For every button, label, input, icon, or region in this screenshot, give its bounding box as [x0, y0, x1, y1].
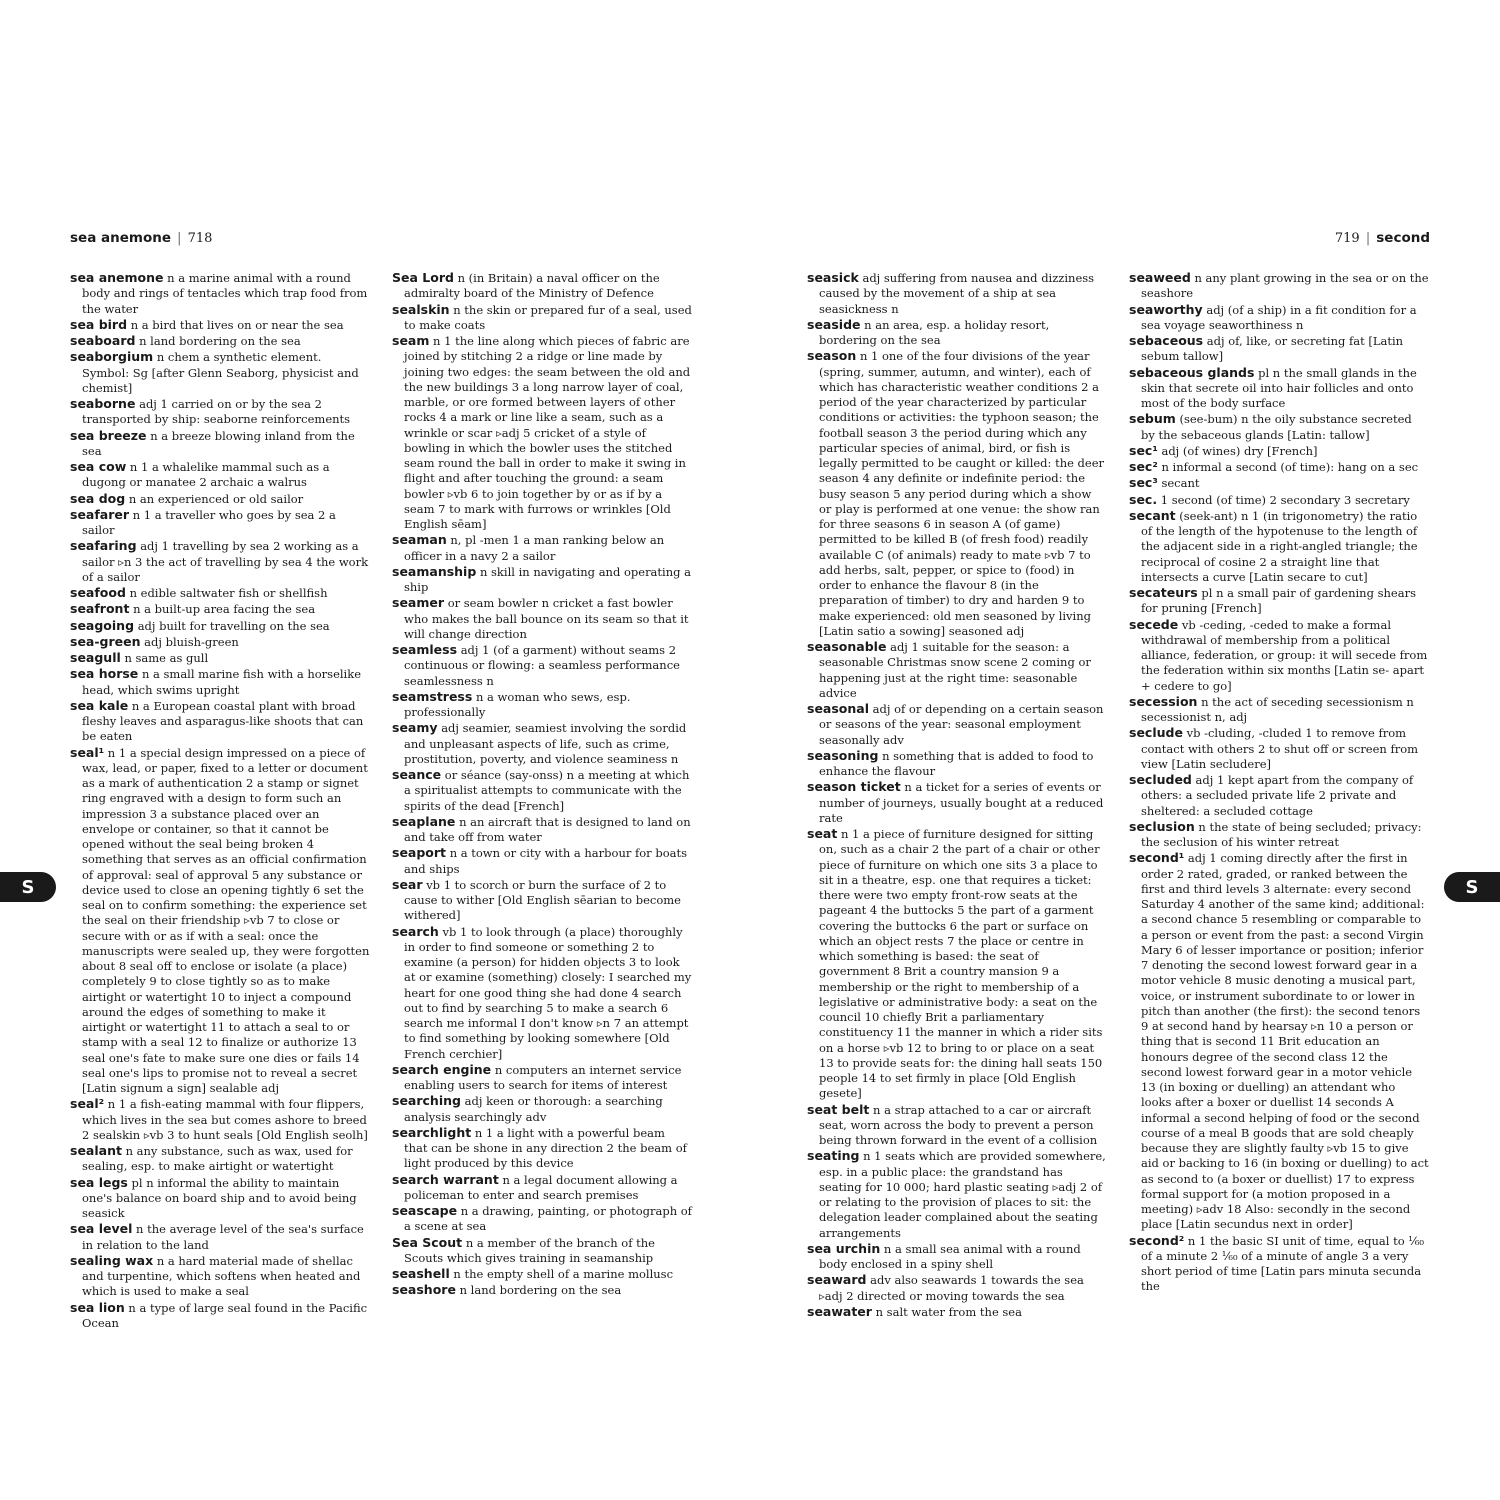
headword: sea bird [70, 316, 128, 332]
dictionary-entry [392, 689, 692, 721]
dictionary-entry [70, 585, 370, 601]
definition: adj (of a ship) in a fit condition for a sea voyage seaworthiness n [1141, 302, 1417, 332]
headword: seance [392, 767, 442, 782]
headword: sebaceous [1129, 333, 1204, 348]
definition: n a ticket for a series of events or number of journeys, usually bought at a reduced rate [819, 780, 1104, 825]
headword: search warrant [392, 1171, 499, 1187]
dictionary-entry [807, 826, 1107, 1102]
definition: n a small sea animal with a round body enclosed in a spiny shell [819, 1241, 1081, 1271]
definition: or seam bowler n cricket a fast bowler who makes the ball bounce on its seam so that it will change direction [404, 596, 689, 641]
headword: seafaring [70, 538, 137, 554]
dictionary-entry [807, 270, 1107, 317]
headword: seafarer [70, 506, 130, 522]
definition: adj bluish-green [144, 634, 239, 649]
dictionary-entry [1129, 819, 1429, 851]
definition: n an area, esp. a holiday resort, bordering on the sea [819, 317, 1050, 347]
dictionary-entry [70, 317, 370, 333]
headword: seaboard [70, 333, 136, 348]
column-4 [1129, 270, 1429, 1294]
definition: n a town or city with a harbour for boats and ships [404, 846, 687, 876]
definition: n a hard material made of shellac and turpentine, which softens when heated and which is used to make a seal [82, 1253, 361, 1299]
headword: seaworthy [1129, 301, 1203, 317]
definition: n a built-up area facing the sea [133, 602, 316, 617]
definition: or séance (say-onss) n a meeting at which a spiritualist attempts to communicate with the spirits of the dead [French] [404, 768, 690, 813]
definition: n 1 a light with a powerful beam that can be shone in any direction 2 the beam of light produced by this device [404, 1125, 687, 1171]
dictionary-entry [392, 532, 692, 564]
headword: seafront [70, 601, 130, 617]
definition: adj 1 travelling by sea 2 working as a sailor ▹n 3 the act of travelling by sea 4 the work of a sailor [82, 539, 369, 584]
definition: adj 1 (of a garment) without seams 2 continuous or flowing: a seamless performance seamlessness n [404, 643, 680, 688]
page-number-right: 719 [1334, 231, 1360, 246]
dictionary-entry [70, 459, 370, 491]
headword: seaside [807, 316, 861, 332]
headword: secant [1129, 507, 1176, 523]
dictionary-entry [392, 1172, 692, 1204]
definition: n land bordering on the sea [459, 1283, 622, 1298]
definition: pl n the small glands in the skin that secrete oil into hair follicles and onto most of the body surface [1141, 365, 1417, 410]
headword: seclude [1129, 725, 1183, 741]
dictionary-entry [70, 634, 370, 650]
headword: seclusion [1129, 818, 1195, 834]
definition: adj of, like, or secreting fat [Latin sebum tallow] [1141, 334, 1404, 364]
definition: vb -cluding, -cluded 1 to remove from contact with others 2 to shut off or screen from view [Latin secludere] [1141, 726, 1419, 771]
dictionary-entry [392, 814, 692, 846]
headword: second² [1129, 1232, 1185, 1248]
headword: seaport [392, 845, 447, 861]
dictionary-entry [1129, 1233, 1429, 1295]
definition: n an experienced or old sailor [128, 491, 304, 506]
dictionary-entry [807, 1148, 1107, 1241]
dictionary-entry [1129, 772, 1429, 819]
headword: seating [807, 1148, 860, 1164]
headword: seaman [392, 532, 447, 548]
definition: n 1 seats which are provided somewhere, esp. in a public place: the grandstand has seating for 10 000; hard plastic seating ▹adj 2 of or relating to the provision of places to sit: the delegation leader complained about the seating arrangements [819, 1149, 1106, 1240]
definition: n a legal document allowing a policeman to enter and search premises [404, 1172, 678, 1202]
dictionary-entry [392, 924, 692, 1062]
headword: seasick [807, 270, 859, 285]
definition: n any plant growing in the sea or on the seashore [1141, 271, 1429, 301]
dictionary-entry [1129, 333, 1429, 365]
definition: adv also seawards 1 towards the sea ▹adj 2 directed or moving towards the sea [819, 1273, 1084, 1303]
definition: (see-bum) n the oily substance secreted by the sebaceous glands [Latin: tallow] [1141, 412, 1412, 442]
headword: seasonal [807, 701, 869, 716]
headword: searching [392, 1093, 461, 1109]
headword: seamer [392, 595, 445, 611]
dictionary-entry [392, 333, 692, 532]
headword: seashore [392, 1282, 456, 1298]
dictionary-entry [807, 1272, 1107, 1304]
definition: n same as gull [124, 651, 209, 665]
dictionary-entry [1129, 365, 1429, 412]
definition: n salt water from the sea [875, 1304, 1022, 1319]
definition: adj seamier, seamiest involving the sordid and unpleasant aspects of life, such as crime, prostitution, poverty, and violence seaminess n [404, 721, 687, 766]
dictionary-entry [392, 1203, 692, 1235]
definition: n chem a synthetic element. Symbol: Sg [after Glenn Seaborg, physicist and chemist] [82, 350, 359, 395]
definition: pl n a small pair of gardening shears for pruning [French] [1141, 586, 1416, 616]
headword: search [392, 923, 439, 939]
definition: n informal a second (of time): hang on a sec [1161, 460, 1419, 474]
headword: Sea Scout [392, 1234, 463, 1250]
headword: second¹ [1129, 850, 1185, 866]
dictionary-entry [70, 650, 370, 666]
headword: seascape [392, 1203, 458, 1218]
definition: n the act of seceding secessionism n secessionist n, adj [1141, 694, 1414, 724]
dictionary-entry [392, 845, 692, 877]
definition: n the average level of the sea's surface in relation to the land [82, 1222, 364, 1252]
headword: seamanship [392, 563, 477, 579]
dictionary-entry [70, 601, 370, 617]
headword: sec² [1129, 459, 1158, 474]
headword: seashell [392, 1266, 450, 1281]
definition: n 1 a traveller who goes by sea 2 a sailor [82, 507, 336, 537]
dictionary-entry [1129, 475, 1429, 491]
dictionary-entry [392, 1062, 692, 1094]
dictionary-entry [807, 348, 1107, 639]
header-left: sea anemone | 718 [70, 230, 213, 246]
headword: seamy [392, 720, 438, 736]
headword: search engine [392, 1061, 492, 1077]
column-3 [807, 270, 1107, 1319]
dictionary-entry [392, 1093, 692, 1125]
definition: n edible saltwater fish or shellfish [129, 586, 328, 600]
headword: seamstress [392, 688, 473, 704]
definition: n a breeze blowing inland from the sea [82, 428, 355, 458]
definition: n a marine animal with a round body and rings of tentacles which trap food from the water [82, 271, 368, 316]
column-1 [70, 270, 370, 1330]
headword: season [807, 348, 857, 364]
headword: seaweed [1129, 270, 1191, 285]
dictionary-entry [392, 767, 692, 814]
headword: sea urchin [807, 1240, 881, 1256]
dictionary-entry [1129, 508, 1429, 585]
headword: sec¹ [1129, 442, 1158, 458]
dictionary-entry [807, 748, 1107, 780]
headword: secluded [1129, 772, 1192, 787]
headword: seasoning [807, 747, 879, 763]
headword: season ticket [807, 779, 901, 795]
definition: n 1 a fish-eating mammal with four flippers, which lives in the sea but comes ashore to breed 2 sealskin ▹vb 3 to hunt seals [Old English seolh] [82, 1097, 368, 1142]
headword: sealskin [392, 301, 450, 317]
definition: n 1 a special design impressed on a piece of wax, lead, or paper, fixed to a letter or document as a mark of authentication 2 a stamp or signet ring engraved with a design to form such an impression 3 a substance placed over an envelope or container, so that it cannot be opened without the seal being broken 4 something that serves as an official confirmation of approval: seal of approval 5 any substance or device used to close an opening tightly 6 set the seal on to confirm something: the experience set the seal on their friendship ▹vb 7 to close or secure with or as if with a seal: once the manuscripts were sealed up, they were forgotten about 8 seal off to enclose or isolate (a place) completely 9 to close tightly so as to make airtight or watertight 10 to inject a compound around the edges of something to make it airtight or watertight 11 to attach a seal to or stamp with a seal 12 to finalize or authorize 13 seal one's fate to make sure one dies or fails 14 seal one's lips to promise not to reveal a secret [Latin signum a sign] sealable adj [82, 745, 370, 1095]
definition: adj of or depending on a certain season or seasons of the year: seasonal employment seasonally adv [819, 702, 1104, 747]
definition: n, pl -men 1 a man ranking below an officer in a navy 2 a sailor [404, 533, 665, 563]
dictionary-entry [1129, 585, 1429, 617]
headword: sealant [70, 1143, 122, 1158]
dictionary-entry [1129, 694, 1429, 726]
definition: n land bordering on the sea [139, 334, 301, 348]
definition: n the state of being secluded; privacy: the seclusion of his winter retreat [1141, 819, 1422, 849]
headword: seat belt [807, 1101, 870, 1117]
dictionary-entry [70, 618, 370, 634]
headword: sea kale [70, 697, 129, 713]
definition: n a European coastal plant with broad fleshy leaves and asparagus-like shoots that can be eaten [82, 698, 364, 744]
definition: n a bird that lives on or near the sea [130, 317, 344, 332]
definition: n something that is added to food to enhance the flavour [819, 748, 1094, 778]
dictionary-entry [1129, 443, 1429, 459]
dictionary-entry [807, 1304, 1107, 1320]
definition: n a small marine fish with a horselike head, which swims upright [82, 667, 362, 697]
dictionary-entry [392, 1235, 692, 1267]
definition: adj 1 coming directly after the first in order 2 rated, graded, or ranked between the first and third levels 3 alternate: every second Saturday 4 another of the same kind; additional: a second chance 5 resembling or comparable to a person or event from the past: a second Virgin Mary 6 of lesser importance or position; inferior 7 denoting the second lowest forward gear in a motor vehicle 8 music denoting a musical part, voice, or instrument subordinate to or lower in pitch than another (the first): the second tenors 9 at second hand by hearsay ▹n 10 a person or thing that is second 11 Brit education an honours degree of the second class 12 the second lowest forward gear in a motor vehicle 13 (in boxing or duelling) an attendant who looks after a boxer or duellist 14 seconds A informal a second helping of food or the second course of a meal B goods that are sold cheaply because they are slightly faulty ▹vb 15 to give aid or backing to 16 (in boxing or duelling) to act as second to (a boxer or duellist) 17 to express formal support for (a motion proposed in a meeting) ▹adv 18 Also: secondly in the second place [Latin secundus next in order] [1141, 851, 1429, 1232]
dictionary-entry [70, 270, 370, 317]
headword: sebum [1129, 411, 1176, 427]
dictionary-entry [392, 720, 692, 767]
definition: pl n informal the ability to maintain one's balance on board ship and to avoid being seasick [82, 1175, 357, 1220]
definition: 1 second (of time) 2 secondary 3 secretary [1160, 492, 1410, 507]
dictionary-entry [1129, 302, 1429, 334]
dictionary-entry [1129, 850, 1429, 1232]
dictionary-entry [807, 317, 1107, 349]
definition: n a strap attached to a car or aircraft seat, worn across the body to prevent a person being thrown forward in the event of a collision [819, 1102, 1098, 1147]
definition: n a drawing, painting, or photograph of a scene at sea [404, 1204, 692, 1234]
dictionary-entry [70, 666, 370, 698]
definition: vb 1 to scorch or burn the surface of 2 to cause to wither [Old English sēarian to become withered] [404, 877, 681, 923]
headword: Sea Lord [392, 270, 454, 285]
headword: seal² [70, 1096, 105, 1112]
dictionary-entry [70, 491, 370, 507]
headword: seafood [70, 585, 126, 600]
dictionary-entry [807, 701, 1107, 748]
definition: n the skin or prepared fur of a seal, used to make coats [404, 302, 692, 332]
definition: secant [1161, 476, 1200, 491]
dictionary-entry [70, 349, 370, 396]
definition: adj 1 suitable for the season: a seasonable Christmas snow scene 2 coming or happening just at the right time: seasonable advice [819, 640, 1091, 700]
headword: sear [392, 876, 423, 892]
guide-word-right: second [1376, 230, 1430, 246]
dictionary-entry [70, 428, 370, 460]
definition: adj keen or thorough: a searching analysis searchingly adv [404, 1094, 663, 1124]
headword: sea horse [70, 666, 139, 682]
headword: sec³ [1129, 475, 1158, 491]
headword: seamless [392, 642, 458, 657]
dictionary-entry [392, 302, 692, 334]
dictionary-entry [1129, 411, 1429, 443]
headword: sea cow [70, 459, 127, 474]
dictionary-entry [392, 270, 692, 302]
definition: (seek-ant) n 1 (in trigonometry) the ratio of the length of the hypotenuse to the length of the adjacent side in a right-angled triangle; the reciprocal of cosine 2 a straight line that intersects a curve [Latin secare to cut] [1141, 508, 1418, 584]
dictionary-entry [807, 779, 1107, 826]
dictionary-entry [807, 639, 1107, 701]
dictionary-entry [392, 595, 692, 642]
thumb-index-left: S [0, 872, 56, 902]
dictionary-entry [1129, 617, 1429, 694]
dictionary-entry [70, 1300, 370, 1332]
headword: sec. [1129, 491, 1158, 507]
dictionary-entry [392, 1282, 692, 1298]
thumb-index-right: S [1444, 872, 1500, 902]
headword: sea breeze [70, 427, 147, 443]
dictionary-entry [70, 1253, 370, 1300]
dictionary-entry [70, 538, 370, 585]
definition: adj 1 carried on or by the sea 2 transported by ship: seaborne reinforcements [82, 397, 351, 427]
column-2 [392, 270, 692, 1298]
definition: n 1 a whalelike mammal such as a dugong or manatee 2 archaic a walrus [82, 460, 330, 490]
definition: n 1 a piece of furniture designed for sitting on, such as a chair 2 the part of a chair or other piece of furniture on which one sits 3 a place to sit in a theatre, esp. one that requires a ticket: there were two empty front-row seats at the pageant 4 the buttocks 5 the part of a garment covering the buttocks 6 the part or surface on which an object rests 7 the place or centre in which something is based: the seat of government 8 Brit a country mansion 9 a membership or the right to membership of a legislative or administrative body: a seat on the council 10 chiefly Brit a parliamentary constituency 11 the manner in which a rider sits on a horse ▹vb 12 to bring to or place on a seat 13 to provide seats for: the dining hall seats 150 people 14 to set firmly in place [Old English gesete] [819, 827, 1103, 1101]
dictionary-entry [1129, 459, 1429, 475]
dictionary-entry [392, 642, 692, 689]
definition: n an aircraft that is designed to land on and take off from water [404, 814, 691, 844]
dictionary-entry [1129, 492, 1429, 508]
definition: n skill in navigating and operating a ship [404, 564, 691, 594]
definition: adj (of wines) dry [French] [1161, 443, 1318, 458]
dictionary-entry [1129, 270, 1429, 302]
dictionary-entry [392, 1125, 692, 1172]
page-number-left: 718 [187, 231, 213, 246]
headword: seawater [807, 1303, 872, 1319]
headword: sea-green [70, 633, 141, 649]
definition: n 1 the line along which pieces of fabric are joined by stitching 2 a ridge or line made by joining two edges: the seam between the old and the new buildings 3 a long narrow layer of coal, marble, or ore formed between layers of other rocks 4 a mark or line like a seam, such as a wrinkle or scar ▹adj 5 cricket of a style of bowling in which the bowler uses the stitched seam round the ball in order to make it swing in flight and after touching the ground: a seam bowler ▹vb 6 to join together by or as if by a seam 7 to mark with furrows or wrinkles [Old English sēam] [404, 334, 691, 531]
dictionary-entry [807, 1102, 1107, 1149]
headword: seagull [70, 650, 121, 665]
headword: seasonable [807, 639, 887, 654]
headword: seat [807, 826, 838, 841]
definition: adj 1 kept apart from the company of others: a secluded private life 2 private and sheltered: a secluded cottage [1141, 773, 1414, 818]
headword: seam [392, 333, 430, 348]
headword: sea dog [70, 490, 126, 506]
header-right: 719 | second [1334, 230, 1430, 246]
definition: n a member of the branch of the Scouts which gives training in seamanship [404, 1235, 655, 1265]
dictionary-entry [807, 1241, 1107, 1273]
definition: vb 1 to look through (a place) thoroughly in order to find someone or something 2 to examine (a person) for hidden objects 3 to look at or examine (something) closely: I searched my heart for one good thing she had done 4 search out to find by searching 5 to make a search 6 search me informal I don't know ▹n 7 an attempt to find something by looking somewhere [Old French cerchier] [404, 924, 692, 1061]
definition: n computers an internet service enabling users to search for items of interest [404, 1062, 682, 1092]
definition: n a type of large seal found in the Pacific Ocean [82, 1300, 368, 1330]
headword: sea legs [70, 1174, 128, 1190]
dictionary-entry [70, 396, 370, 428]
headword: seagoing [70, 617, 135, 633]
definition: n the empty shell of a marine mollusc [453, 1267, 674, 1281]
definition: n 1 one of the four divisions of the year (spring, summer, autumn, and winter), each of which has characteristic weather conditions 2 a period of the year characterized by particular conditions or activities: the typhoon season; the football season 3 the period during which any particular species of animal, bird, or fish is legally permitted to be caught or killed: the deer season 4 any definite or indefinite period: the busy season 5 any period during which a show or play is performed at one venue: the show ran for three seasons 6 in season A (of game) permitted to be killed B (of fresh food) readily available C (of animals) ready to mate ▹vb 7 to add herbs, salt, pepper, or spice to (food) in order to enhance the flavour 8 (in the preparation of timber) to dry and harden 9 to make experienced: old men seasoned by living [Latin satio a sowing] seasoned adj [819, 349, 1105, 638]
dictionary-entry [70, 333, 370, 349]
headword: secede [1129, 616, 1179, 632]
definition: n any substance, such as wax, used for sealing, esp. to make airtight or watertight [82, 1144, 353, 1174]
headword: sea lion [70, 1299, 125, 1315]
headword: searchlight [392, 1124, 472, 1140]
definition: adj built for travelling on the sea [137, 618, 330, 633]
headword: seal¹ [70, 744, 105, 760]
dictionary-entry [70, 745, 370, 1097]
definition: n a woman who sews, esp. professionally [404, 689, 631, 719]
headword: seaward [807, 1272, 867, 1288]
definition: adj suffering from nausea and dizziness caused by the movement of a ship at sea seasickness n [819, 271, 1095, 316]
headword: sea level [70, 1221, 133, 1237]
headword: seaborne [70, 396, 136, 411]
dictionary-entry [70, 1221, 370, 1253]
headword: secession [1129, 693, 1198, 709]
dictionary-entry [392, 1266, 692, 1282]
dictionary-entry [70, 1096, 370, 1143]
dictionary-entry [70, 698, 370, 745]
headword: secateurs [1129, 585, 1198, 600]
dictionary-entry [1129, 725, 1429, 772]
headword: sea anemone [70, 270, 164, 285]
dictionary-entry [70, 1143, 370, 1175]
dictionary-entry [70, 1175, 370, 1222]
definition: n (in Britain) a naval officer on the admiralty board of the Ministry of Defence [404, 271, 660, 301]
headword: seaplane [392, 813, 456, 829]
definition: n 1 the basic SI unit of time, equal to ¹⁄₆₀ of a minute 2 ¹⁄₆₀ of a minute of angle 3 a very short period of time [Latin pars minuta secunda the [1141, 1233, 1425, 1294]
headword: sealing wax [70, 1252, 154, 1268]
definition: vb -ceding, -ceded to make a formal withdrawal of membership from a political alliance, federation, or group: it will secede from the federation within six months [Latin se- apart + cedere to go] [1141, 617, 1428, 693]
dictionary-entry [392, 877, 692, 924]
dictionary-entry [70, 507, 370, 539]
headword: seaborgium [70, 349, 154, 365]
guide-word-left: sea anemone [70, 230, 171, 246]
headword: sebaceous glands [1129, 364, 1255, 380]
dictionary-entry [392, 564, 692, 596]
